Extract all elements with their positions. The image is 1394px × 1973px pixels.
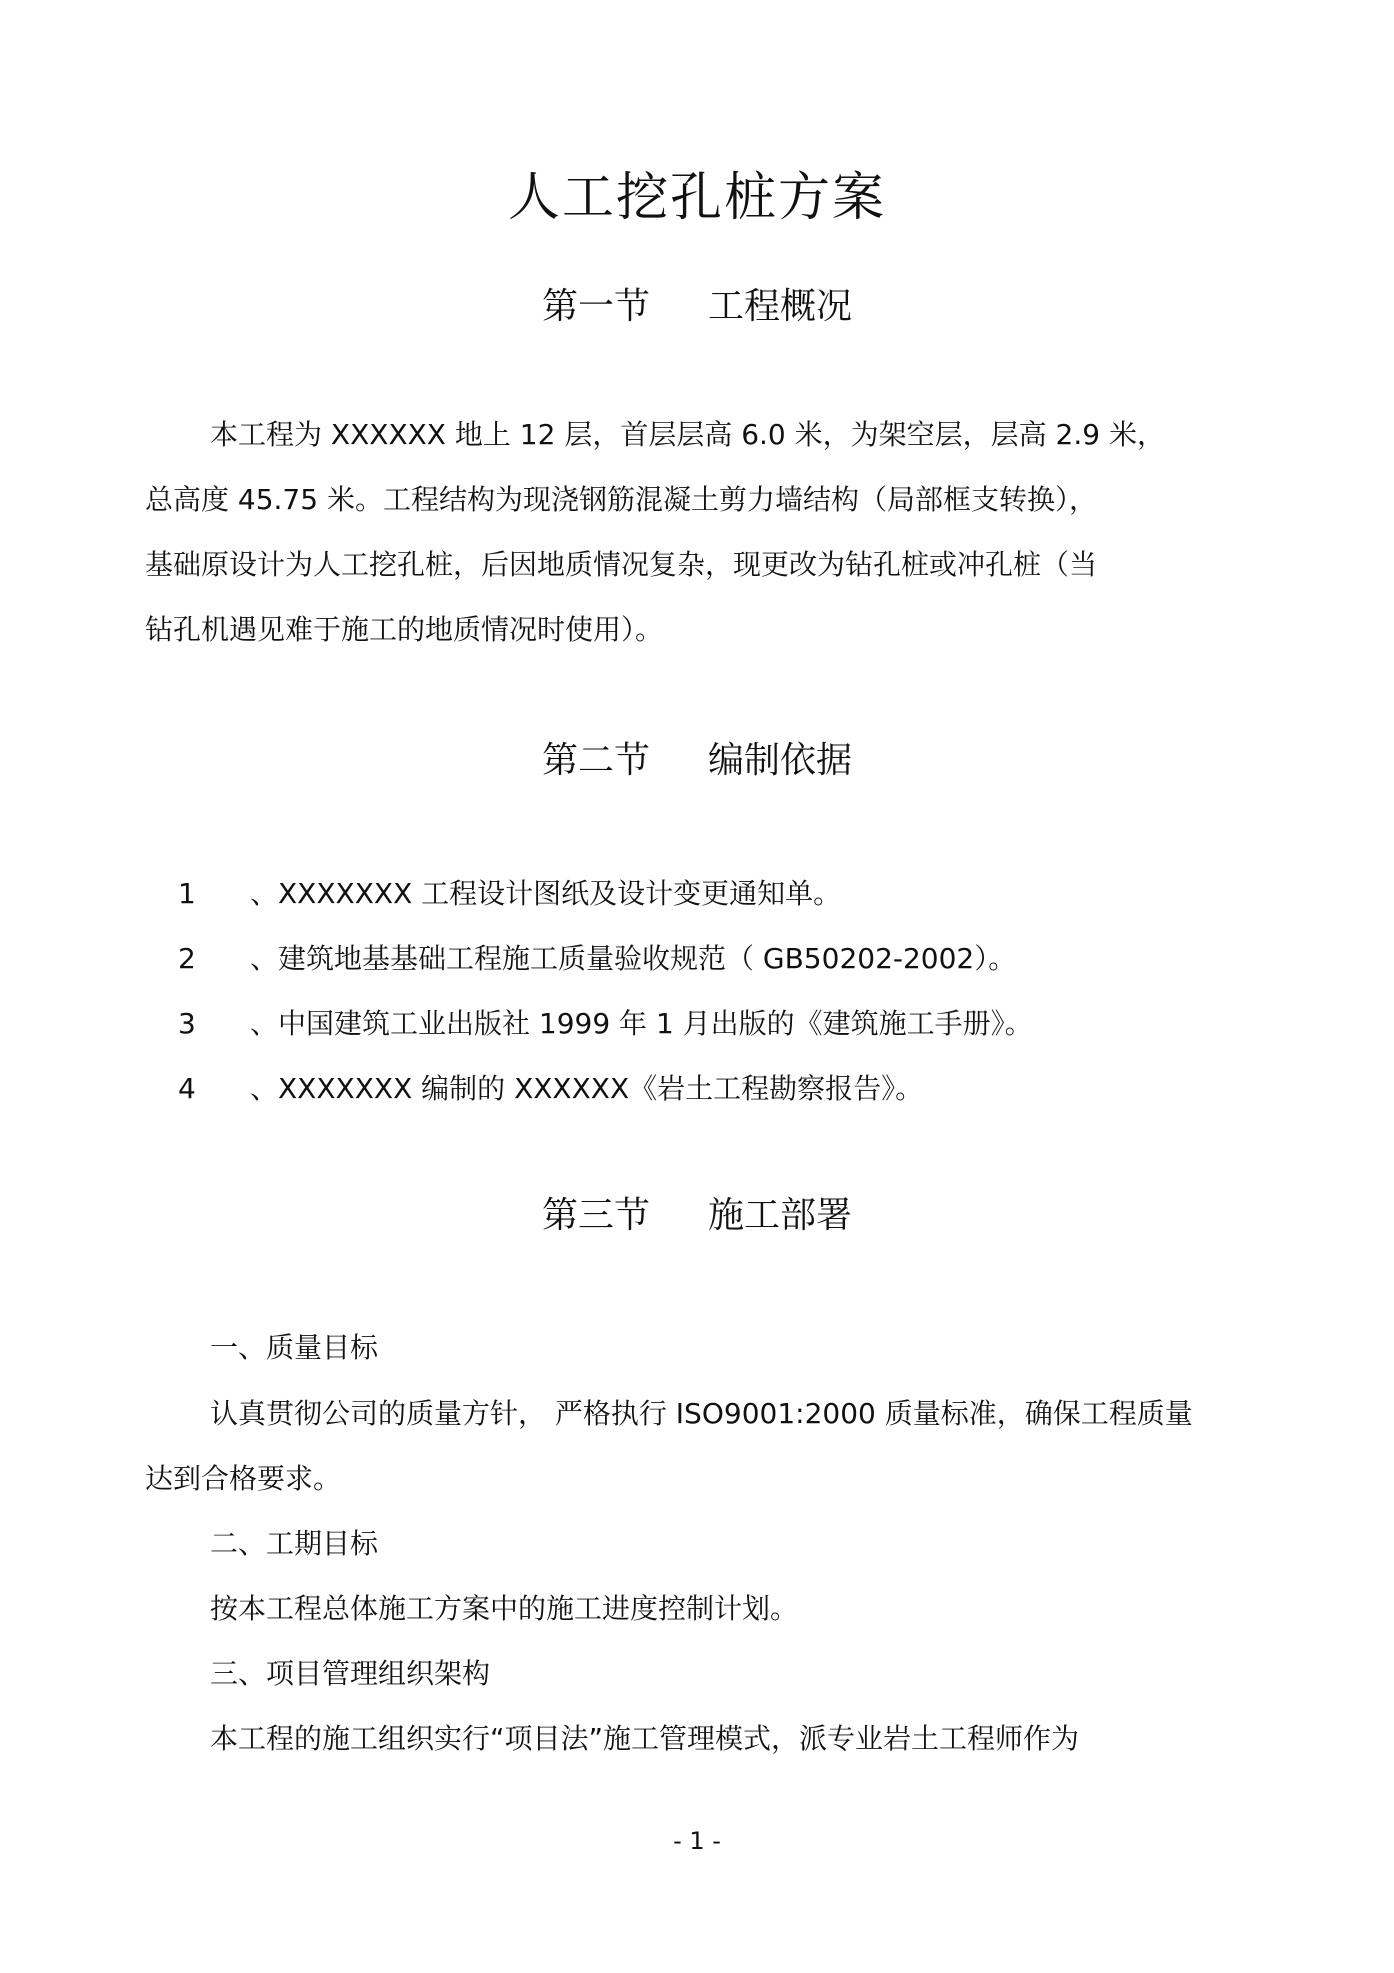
list-item bbox=[178, 876, 841, 912]
list-item-text: 、XXXXXXX 编制的 XXXXXX《岩土工程勘察报告》。 bbox=[250, 1072, 924, 1105]
paragraph-line: 总高度 45.75 米。工程结构为现浇钢筋混凝土剪力墙结构（局部框支转换）， bbox=[145, 483, 1097, 516]
subsection-title: 一、质量目标 bbox=[210, 1331, 379, 1364]
section-title: 施工部署 bbox=[708, 1195, 853, 1236]
section-title: 工程概况 bbox=[708, 286, 853, 327]
list-item bbox=[178, 1071, 923, 1107]
paragraph-line: 按本工程总体施工方案中的施工进度控制计划。 bbox=[210, 1592, 799, 1625]
list-item-number: 2 bbox=[178, 942, 196, 975]
paragraph-line: 本工程为 XXXXXX 地上 12 层，首层层高 6.0 米，为架空层，层高 2.9 米， bbox=[210, 418, 1165, 451]
paragraph-line: 钻孔机遇见难于施工的地质情况时使用）。 bbox=[145, 613, 664, 646]
paragraph-line: 认真贯彻公司的质量方针， 严格执行 ISO9001:2000 质量标准，确保工程质量 bbox=[210, 1397, 1193, 1430]
list-item-text: 、XXXXXXX 工程设计图纸及设计变更通知单。 bbox=[250, 877, 842, 910]
section-number: 第一节 bbox=[541, 286, 650, 327]
paragraph-line: 达到合格要求。 bbox=[145, 1462, 342, 1495]
document-title: 人工挖孔桩方案 bbox=[507, 168, 886, 228]
paragraph-line: 本工程的施工组织实行“项目法”施工管理模式，派专业岩土工程师作为 bbox=[210, 1722, 1080, 1755]
list-item-number: 4 bbox=[178, 1072, 196, 1105]
list-item-text: 、建筑地基基础工程施工质量验收规范（ GB50202-2002）。 bbox=[250, 942, 1017, 975]
list-item-number: 1 bbox=[178, 877, 196, 910]
paragraph-line: 基础原设计为人工挖孔桩，后因地质情况复杂，现更改为钻孔桩或冲孔桩（当 bbox=[145, 548, 1098, 581]
list-item bbox=[178, 1006, 1033, 1042]
list-item-text: 、中国建筑工业出版社 1999 年 1 月出版的《建筑施工手册》。 bbox=[250, 1007, 1033, 1040]
section-heading-2 bbox=[0, 738, 1394, 784]
section-heading-1 bbox=[0, 284, 1394, 330]
list-item bbox=[178, 941, 1016, 977]
section-number: 第三节 bbox=[541, 1195, 650, 1236]
subsection-title: 三、项目管理组织架构 bbox=[210, 1657, 491, 1690]
list-item-number: 3 bbox=[178, 1007, 196, 1040]
section-number: 第二节 bbox=[541, 740, 650, 781]
subsection-title: 二、工期目标 bbox=[210, 1527, 379, 1560]
section-title: 编制依据 bbox=[708, 740, 853, 781]
page-number: - 1 - bbox=[673, 1827, 721, 1855]
section-heading-3 bbox=[0, 1193, 1394, 1239]
